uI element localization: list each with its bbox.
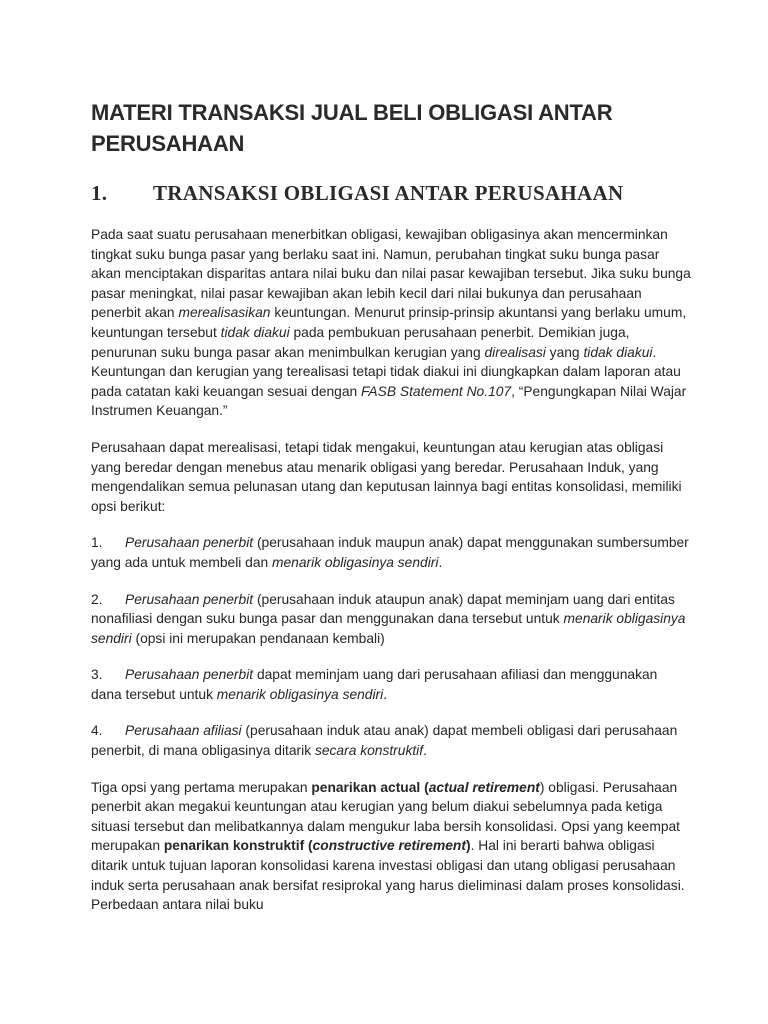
bold-italic-term: constructive retirement xyxy=(312,838,466,854)
text-run: keuntungan. Menurut prinsip-prinsip akuntansi yang berlaku umum, keuntungan tersebut xyxy=(91,305,687,340)
italic-term: menarik obligasinya sendiri xyxy=(91,611,686,646)
paragraph-options-intro: Perusahaan dapat merealisasi, tetapi tidak mengakui, keuntungan atau kerugian atas obligasi yang beredar dengan menebus atau menarik obligasi yang beredar. Perusahaan Induk, yang mengendalikan semua pelunasan utang dan keputusan lainnya bagi entitas konsolidasi, memiliki opsi berikut: xyxy=(91,439,682,514)
italic-term: FASB Statement No.107 xyxy=(361,383,512,399)
italic-term: Perusahaan penerbit xyxy=(125,591,254,607)
list-number: 2. xyxy=(91,591,103,607)
text-run: (perusahaan induk ataupun anak) dapat meminjam uang dari entitas nonafiliasi dengan suku bunga pasar dan menggunakan dana tersebut untuk xyxy=(91,591,675,627)
text-run: Pada saat suatu perusahaan menerbitkan obligasi, kewajiban obligasinya akan mencerminkan tingkat suku bunga pasar yang berlaku saat ini. Namun, perubahan tingkat suku bunga pasar akan menciptakan disparitas antara nilai buku dan nilai pasar kewajiban tersebut. Jika suku bunga pasar meningkat, nilai pasar kewajiban akan lebih kecil dari nilai bukunya dan perusahaan penerbit akan xyxy=(91,227,691,321)
list-item-4 xyxy=(91,721,691,760)
italic-term: menarik obligasinya sendiri xyxy=(272,554,439,570)
paragraph-intro xyxy=(91,225,691,421)
text-run: (opsi ini merupakan pendanaan kembali) xyxy=(131,630,385,646)
document-page xyxy=(91,97,691,915)
text-run: , “Pengungkapan Nilai Wajar Instrumen Keuangan.” xyxy=(91,383,687,419)
list-item-2 xyxy=(91,590,691,649)
text-run: (perusahaan induk maupun anak) dapat menggunakan sumbersumber yang ada untuk membeli dan xyxy=(91,535,689,570)
bold-term: penarikan konstruktif ( xyxy=(163,838,313,854)
italic-term: merealisasikan xyxy=(178,305,271,321)
text-run: . Hal ini berarti bahwa obligasi ditarik untuk tujuan laporan konsolidasi karena investasi obligasi dan utang obligasi perusahaan induk serta perusahaan anak bersifat resiprokal yang harus dieliminasi dalam proses konsolidasi. Perbedaan antara nilai buku xyxy=(91,838,685,913)
text-run: dapat meminjam uang dari perusahaan afiliasi dan menggunakan dana tersebut untuk xyxy=(91,667,658,702)
text-run: pada pembukuan perusahaan penerbit. Demikian juga, penurunan suku bunga pasar akan menimbulkan kerugian yang xyxy=(91,324,630,360)
document-title: MATERI TRANSAKSI JUAL BELI OBLIGASI ANTAR PERUSAHAAN xyxy=(91,100,613,156)
list-number: 3. xyxy=(91,667,103,683)
list-item-3 xyxy=(91,665,691,704)
italic-term: Perusahaan penerbit xyxy=(125,667,254,683)
bold-term: penarikan actual xyxy=(311,779,421,795)
section-number: 1. xyxy=(91,181,108,205)
italic-term: menarik obligasinya sendiri xyxy=(216,686,384,702)
text-run: . xyxy=(383,686,388,702)
list-number: 1. xyxy=(91,535,103,551)
italic-term: Perusahaan penerbit xyxy=(125,535,254,551)
text-run: . xyxy=(423,743,427,759)
paragraph-retirement xyxy=(91,778,691,915)
list-item-1 xyxy=(91,533,691,572)
bold-term: ) xyxy=(465,838,471,854)
text-run: . Keuntungan dan kerugian yang terealisasi tetapi tidak diakui ini diungkapkan dalam laporan atau pada catatan kaki keuangan sesuai dengan xyxy=(91,344,681,399)
italic-term: direalisasi xyxy=(484,344,546,360)
text-run: ) obligasi. Perusahaan penerbit akan megakui keuntungan atau kerugian yang belum diakui sebelumnya pada ketiga situasi tersebut dan melibatkannya dalam mengukur laba bersih konsolidasi. Opsi yang keempat merupakan xyxy=(91,779,680,854)
list-number: 4. xyxy=(91,723,103,739)
italic-term: tidak diakui xyxy=(220,324,290,340)
italic-term: Perusahaan afiliasi xyxy=(125,723,242,739)
section-heading-text: TRANSAKSI OBLIGASI ANTAR PERUSAHAAN xyxy=(153,181,624,205)
text-run: . xyxy=(438,554,443,570)
text-run: yang xyxy=(545,344,584,360)
italic-term: secara konstruktif xyxy=(314,743,424,759)
text-run: (perusahaan induk atau anak) dapat membeli obligasi dari perusahaan penerbit, di mana obligasinya ditarik xyxy=(91,723,678,759)
italic-term: tidak diakui xyxy=(583,344,653,360)
text-run: Tiga opsi yang pertama merupakan xyxy=(91,779,312,795)
bold-italic-term: actual retirement xyxy=(428,779,540,795)
section-heading xyxy=(91,180,691,206)
bold-term: ( xyxy=(420,779,429,795)
